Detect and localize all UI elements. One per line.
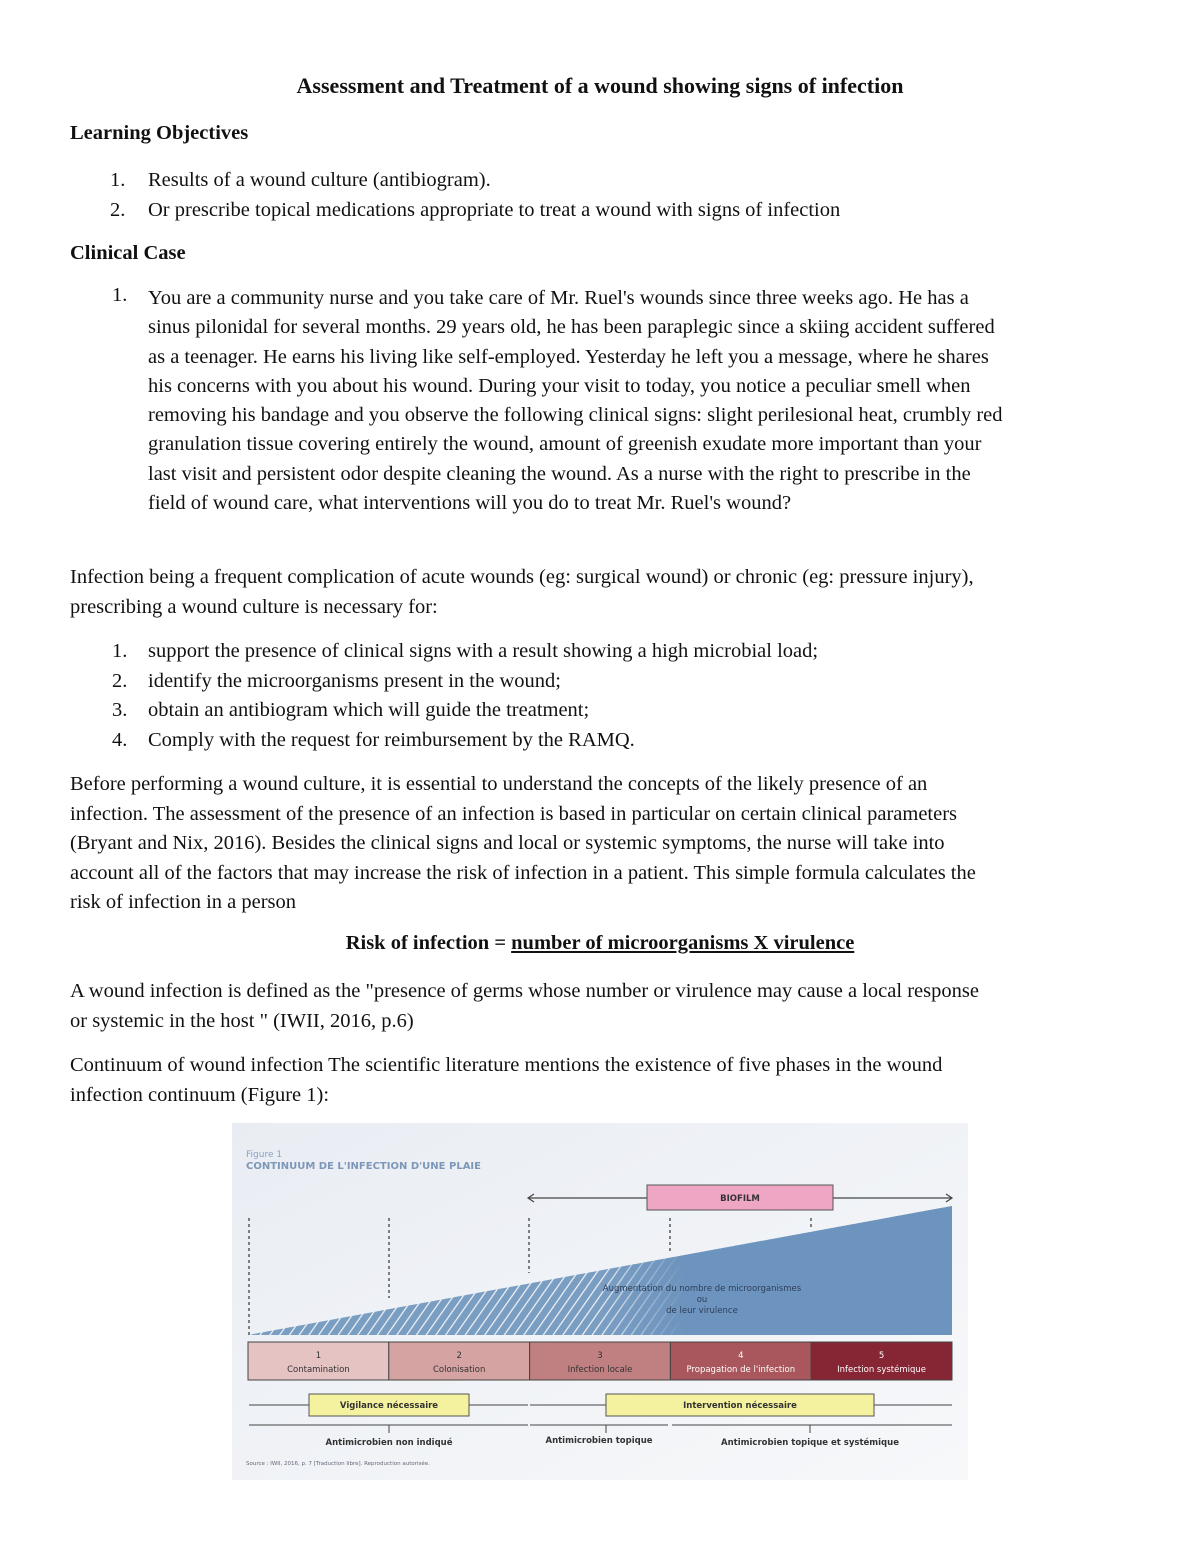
intro-paragraph	[70, 563, 1140, 622]
biofilm-label: BIOFILM	[720, 1194, 760, 1204]
case-line: granulation tissue covering entirely the wound, amount of greenish exudate more important than your	[148, 433, 982, 456]
stage-bar	[248, 1342, 952, 1380]
stage-number: 4	[738, 1351, 744, 1361]
intervention-label: Intervention nécessaire	[683, 1401, 797, 1411]
stage-name: Colonisation	[433, 1365, 486, 1375]
case-line: last visit and persistent odor despite cleaning the wound. As a nurse with the right to prescribe in the	[148, 462, 971, 485]
list-item: 1. Results of a wound culture (antibiogram).	[110, 169, 491, 191]
text-line: risk of infection in a person	[70, 891, 297, 913]
clinical-case-heading: Clinical Case	[70, 242, 186, 264]
case-line: removing his bandage and you observe the following clinical signs: slight perilesional heat, crumbly red	[148, 404, 1003, 427]
stage-name: Infection locale	[567, 1365, 633, 1375]
stage-name: Infection systémique	[837, 1365, 927, 1375]
objectives-list	[70, 166, 1150, 225]
stage-name: Propagation de l'infection	[686, 1365, 796, 1375]
stage-number: 1	[315, 1351, 322, 1361]
case-line: field of wound care, what interventions will you do to treat Mr. Ruel's wound?	[148, 492, 792, 515]
stage-number: 2	[456, 1351, 462, 1361]
case-line: You are a community nurse and you take care of Mr. Ruel's wounds since three weeks ago. He has a	[148, 287, 969, 309]
area-label: Augmentation du nombre de microorganismes	[602, 1284, 802, 1294]
list-item-text: support the presence of clinical signs with a result showing a high microbial load;	[148, 640, 819, 662]
text-line: or systemic in the host " (IWII, 2016, p.6)	[70, 1009, 414, 1032]
text-line: (Bryant and Nix, 2016). Besides the clinical signs and local or systemic symptoms, the nurse will take into	[70, 832, 945, 854]
area-label: ou	[696, 1295, 708, 1305]
figure-source: Source : IWII, 2016, p. 7 [Traduction libre]. Reproduction autorisée.	[246, 1461, 430, 1467]
case-line: sinus pilonidal for several months. 29 years old, he has been paraplegic since a skiing accident suffered	[148, 316, 995, 339]
infection-definition	[70, 977, 1140, 1036]
list-item-text: obtain an antibiogram which will guide the treatment;	[148, 699, 590, 721]
list-item: 1. support the presence of clinical signs with a result showing a high microbial load;	[112, 640, 819, 662]
text-line: Before performing a wound culture, it is essential to understand the concepts of the likely presence of an	[70, 773, 928, 795]
list-item: 4. Comply with the request for reimbursement by the RAMQ.	[112, 728, 635, 751]
stage-number: 5	[878, 1351, 885, 1361]
text-line: infection continuum (Figure 1):	[70, 1083, 330, 1106]
list-item: 3. obtain an antibiogram which will guide the treatment;	[112, 699, 590, 721]
text-line: account all of the factors that may increase the risk of infection in a patient. This simple formula calculates the	[70, 861, 976, 884]
list-item: 2. Or prescribe topical medications appropriate to treat a wound with signs of infection	[110, 198, 841, 221]
paragraph-before-culture	[70, 770, 1140, 918]
risk-formula	[0, 932, 1200, 955]
text-line: infection. The assessment of the presence of an infection is based in particular on certain clinical parameters	[70, 802, 958, 825]
list-item-text: identify the microorganisms present in the wound;	[148, 669, 561, 692]
document-title: Assessment and Treatment of a wound showing signs of infection	[296, 73, 904, 98]
reasons-list	[70, 637, 1150, 755]
case-line: his concerns with you about his wound. During your visit to today, you notice a peculiar smell when	[148, 374, 971, 397]
objectives-heading: Learning Objectives	[70, 122, 249, 144]
stage-number: 3	[597, 1351, 603, 1361]
text-line: Continuum of wound infection The scientific literature mentions the existence of five phases in the wound	[70, 1054, 943, 1076]
antimicrobial-label: Antimicrobien topique	[545, 1436, 653, 1446]
antimicrobial-label: Antimicrobien topique et systémique	[721, 1438, 899, 1448]
formula-right: number of microorganisms X virulence	[511, 932, 855, 954]
list-item-text: Comply with the request for reimbursement by the RAMQ.	[148, 728, 635, 751]
text-line: A wound infection is defined as the "presence of germs whose number or virulence may cause a local response	[70, 980, 979, 1002]
list-item: 2. identify the microorganisms present in the wound;	[112, 669, 561, 692]
figure-infection-continuum	[232, 1123, 968, 1480]
area-label: de leur virulence	[666, 1306, 738, 1316]
case-text	[148, 284, 1003, 518]
list-item-text: Or prescribe topical medications appropriate to treat a wound with signs of infection	[148, 198, 841, 221]
figure-label: Figure 1	[246, 1150, 283, 1160]
antimicrobial-label: Antimicrobien non indiqué	[325, 1438, 453, 1448]
text-line: Infection being a frequent complication of acute wounds (eg: surgical wound) or chronic (eg: pressure injury),	[70, 566, 974, 588]
text-line: prescribing a wound culture is necessary for:	[70, 595, 438, 618]
continuum-paragraph	[70, 1051, 1140, 1110]
vigilance-label: Vigilance nécessaire	[339, 1401, 439, 1411]
case-line: as a teenager. He earns his living like self-employed. Yesterday he left you a message, where he shares	[148, 345, 989, 368]
case-number: 1.	[112, 284, 128, 306]
figure-title: CONTINUUM DE L'INFECTION D'UNE PLAIE	[246, 1161, 481, 1172]
formula-left: Risk of infection =	[345, 932, 512, 954]
stage-name: Contamination	[287, 1365, 350, 1375]
list-item-text: Results of a wound culture (antibiogram).	[148, 169, 491, 191]
